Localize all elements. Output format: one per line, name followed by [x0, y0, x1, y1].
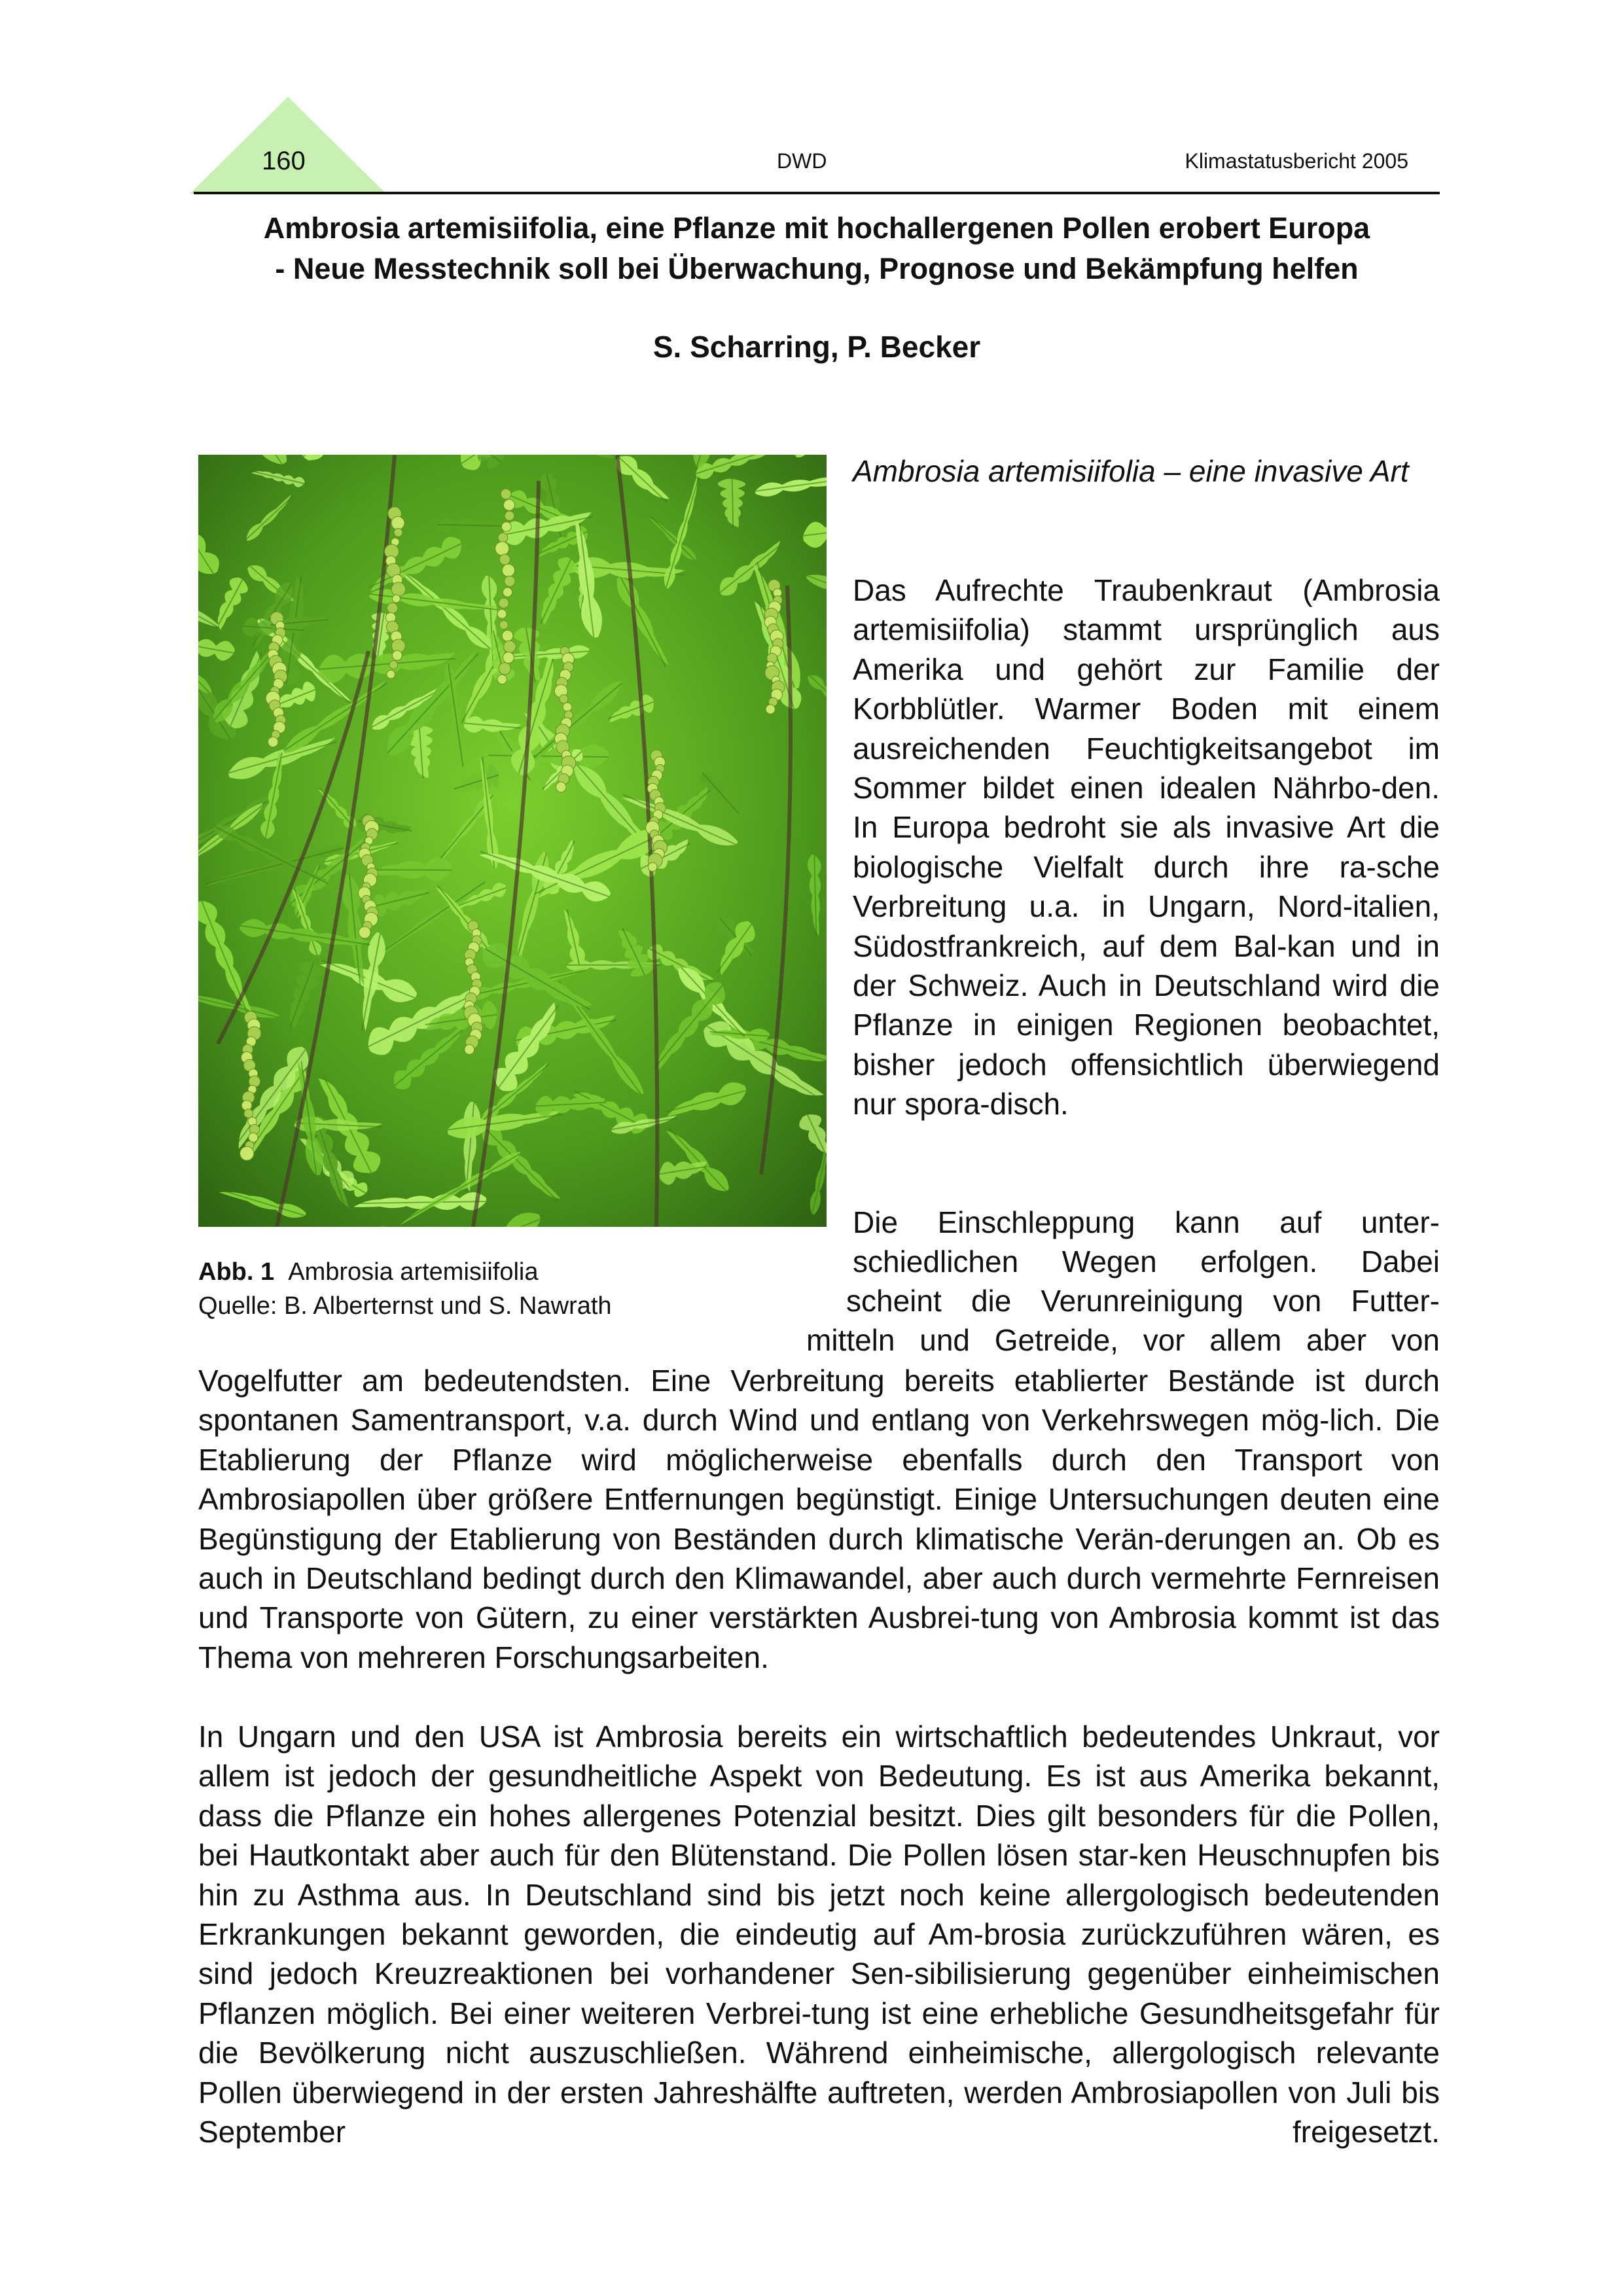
header-divider	[194, 192, 1440, 194]
section-subheading: Ambrosia artemisiifolia – eine invasive Art	[853, 454, 1409, 488]
figure-source: Quelle: B. Alberternst und S. Nawrath	[198, 1292, 612, 1320]
figure-caption-title	[198, 1255, 612, 1289]
article-title	[194, 208, 1440, 289]
article-authors: S. Scharring, P. Becker	[652, 330, 981, 364]
page-number: 160	[262, 147, 306, 175]
figure-ambrosia-photo	[198, 455, 827, 1227]
header-report-title: Klimastatusbericht 2005	[1185, 149, 1408, 173]
plant-illustration	[198, 455, 827, 1227]
article-title-line-2: - Neue Messtechnik soll bei Überwachung, Prognose und Bekämpfung helfen	[275, 252, 1359, 285]
figure-label: Abb. 1	[198, 1258, 275, 1286]
paragraph-1: Das Aufrechte Traubenkraut (Ambrosia artemisiifolia) stammt ursprünglich aus Amerika und gehört zur Familie der Korbblütler. Warmer Boden mit einem ausreichenden Feuchtigkeitsangebot im Sommer bildet einen idealen Nährbo-den. In Europa bedroht sie als invasive Art die biologische Vielfalt durch ihre ra-sche Verbreitung u.a. in Ungarn, Nord-italien, Südostfrankreich, auf dem Bal-kan und in der Schweiz. Auch in Deutschland wird die Pflanze in einigen Regionen beobachtet, bisher jedoch offensichtlich überwiegend nur spora-disch.	[853, 573, 1440, 1122]
paragraph-2-line-3: scheint die Verunreinigung von Futter-	[846, 1284, 1440, 1318]
paragraph-2-line-4: mitteln und Getreide, vor allem aber von	[806, 1323, 1440, 1357]
figure-caption-text: Ambrosia artemisiifolia	[288, 1258, 539, 1286]
paragraph-2-line-1: Die Einschleppung kann auf unter-	[853, 1205, 1440, 1239]
paragraph-3: In Ungarn und den USA ist Ambrosia bereits ein wirtschaftlich bedeutendes Unkraut, vor allem ist jedoch der gesundheitliche Aspekt von Bedeutung. Es ist aus Amerika bekannt, dass die Pflanze ein hohes allergenes Potenzial besitzt. Dies gilt besonders für die Pollen, bei Hautkontakt aber auch für den Blütenstand. Die Pollen lösen star-ken Heuschnupfen bis hin zu Asthma aus. In Deutschland sind bis jetzt noch keine allergologisch bedeutenden Erkrankungen bekannt geworden, die eindeutig auf Am-brosia zurückzuführen wären, es sind jedoch Kreuzreaktionen bei vorhandener Sen-sibilisierung gegenüber einheimischen Pflanzen möglich. Bei einer weiteren Verbrei-tung ist eine erhebliche Gesundheitsgefahr für die Bevölkerung nicht auszuschließen. Während einheimische, allergologisch relevante Pollen überwiegend in der ersten Jahreshälfte auftreten, werden Ambrosiapollen von Juli bis September freigesetzt.	[198, 1720, 1440, 2149]
paragraph-2-continued: Vogelfutter am bedeutendsten. Eine Verbreitung bereits etablierter Bestände ist durch spontanen Samentransport, v.a. durch Wind und entlang von Verkehrswegen mög-lich. Die Etablierung der Pflanze wird möglicherweise ebenfalls durch den Transport von Ambrosiapollen über größere Entfernungen begünstigt. Einige Untersuchungen deuten eine Begünstigung der Etablierung von Beständen durch klimatische Verän-derungen an. Ob es auch in Deutschland bedingt durch den Klimawandel, aber auch durch vermehrte Fernreisen und Transporte von Gütern, zu einer verstärkten Ausbrei-tung von Ambrosia kommt ist das Thema von mehreren Forschungsarbeiten.	[198, 1364, 1440, 1674]
figure-caption	[198, 1255, 612, 1323]
article-title-line-1: Ambrosia artemisiifolia, eine Pflanze mit hochallergenen Pollen erobert Europa	[263, 211, 1370, 245]
paragraph-2-line-2: schiedlichen Wegen erfolgen. Dabei	[853, 1245, 1440, 1279]
header-publisher: DWD	[777, 149, 827, 173]
